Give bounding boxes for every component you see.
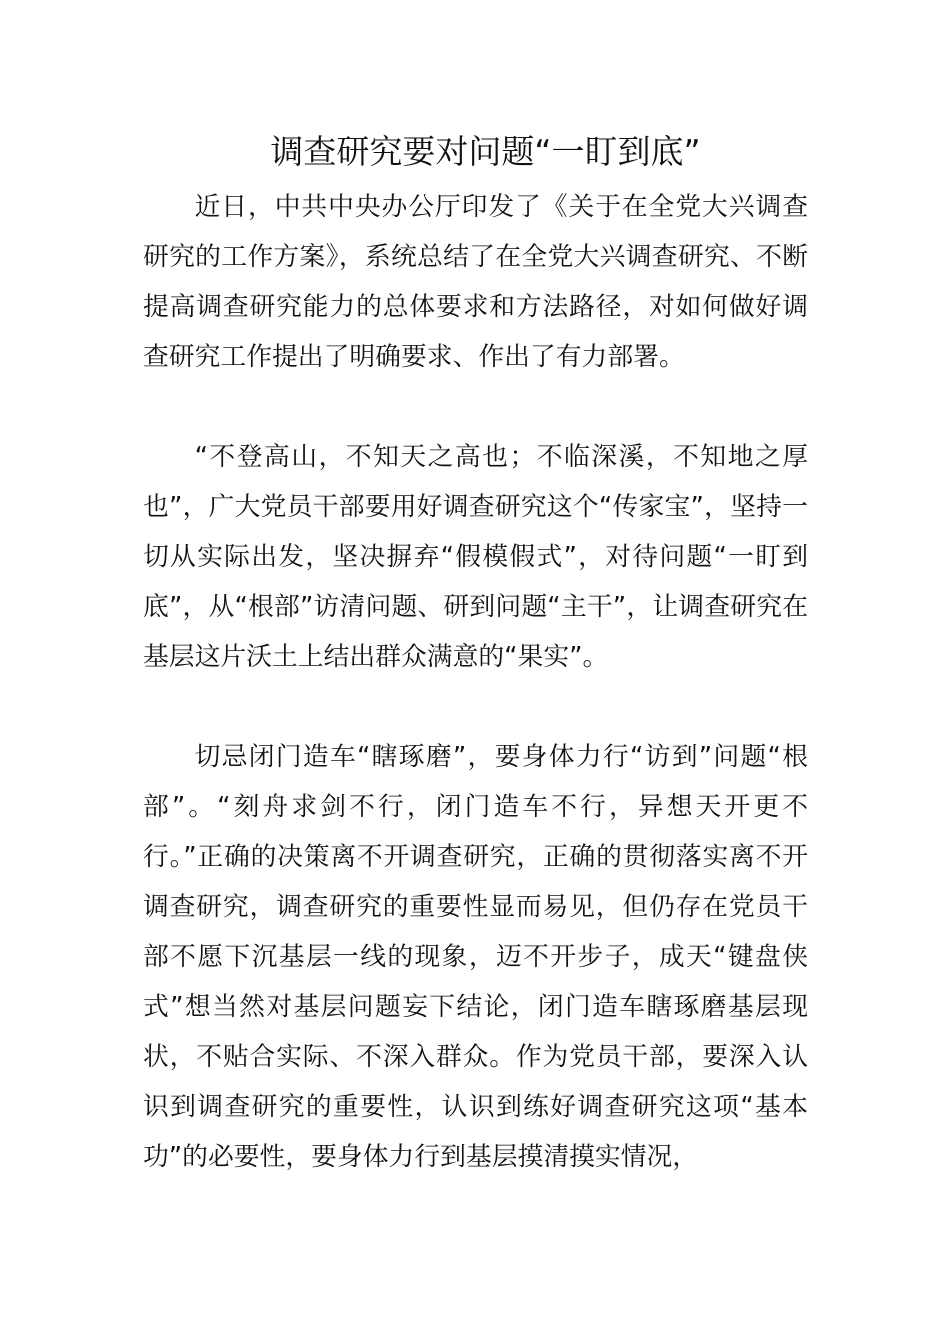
document-page [143, 122, 808, 1182]
document-title: 调查研究要对问题“一盯到底” [270, 132, 701, 171]
paragraph-intro: 近日，中共中央办公厅印发了《关于在全党大兴调查研究的工作方案》，系统总结了在全党大兴调查研究、不断提高调查研究能力的总体要求和方法路径，对如何做好调查研究工作提出了明确要求、作出了有力部署。 [143, 192, 808, 372]
paragraph-quote: “不登高山，不知天之高也；不临深溪，不知地之厚也”，广大党员干部要用好调查研究这个“传家宝”，坚持一切从实际出发，坚决摒弃“假模假式”，对待问题“一盯到底”，从“根部”访清问题、研到问题“主干”，让调查研究在基层这片沃土上结出群众满意的“果实”。 [143, 442, 808, 672]
paragraph-body: 切忌闭门造车“瞎琢磨”，要身体力行“访到”问题“根部”。“刻舟求剑不行，闭门造车不行，异想天开更不行。”正确的决策离不开调查研究，正确的贯彻落实离不开调查研究，调查研究的重要性显而易见，但仍存在党员干部不愿下沉基层一线的现象，迈不开步子，成天“键盘侠式”想当然对基层问题妄下结论，闭门造车瞎琢磨基层现状，不贴合实际、不深入群众。作为党员干部，要深入认识到调查研究的重要性，认识到练好调查研究这项“基本功”的必要性，要身体力行到基层摸清摸实情况， [143, 742, 808, 1172]
paragraph-spacer [143, 382, 808, 432]
paragraph-spacer [143, 682, 808, 732]
